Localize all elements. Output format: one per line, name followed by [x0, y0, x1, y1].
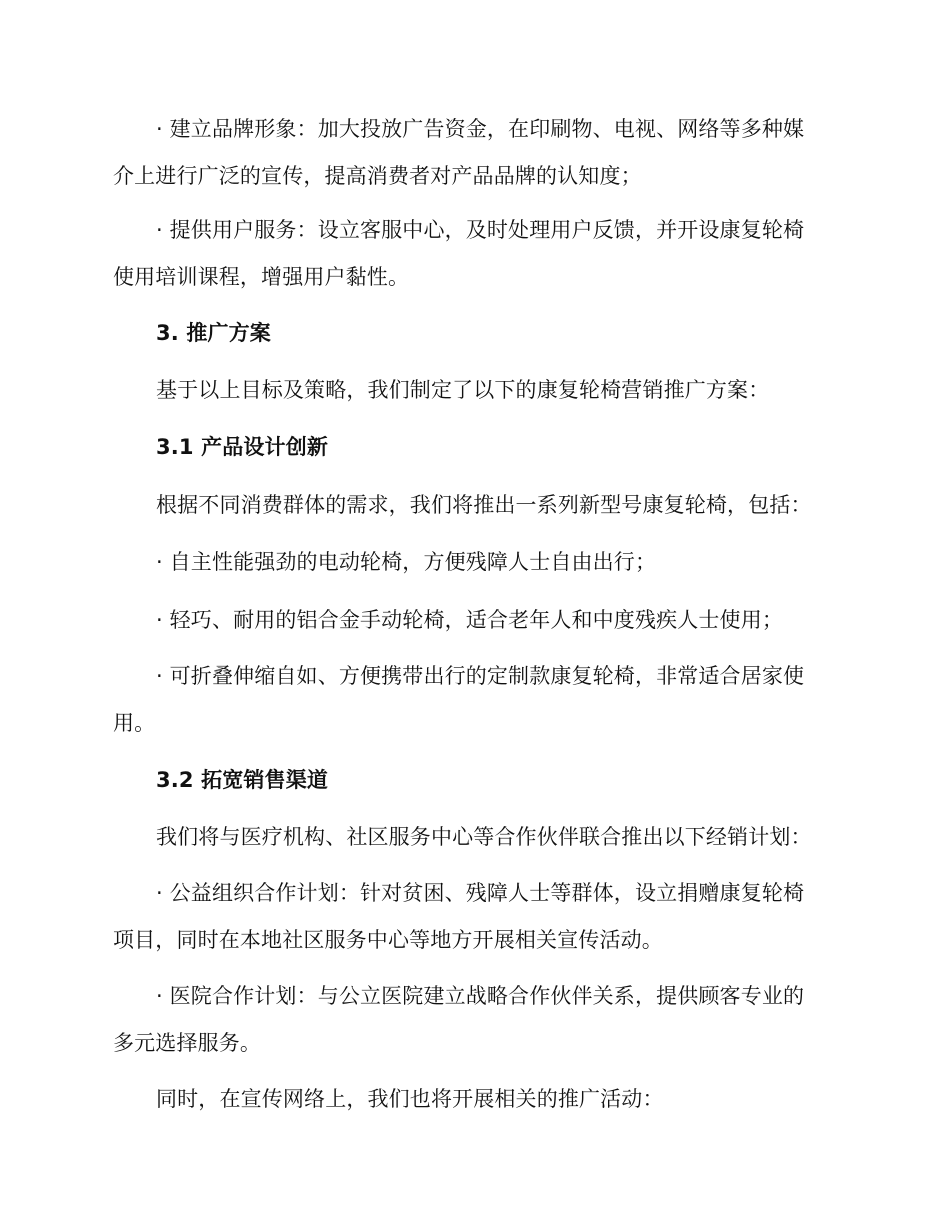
heading-promotion-plan: 3. 推广方案: [156, 321, 271, 345]
paragraph-plan-intro: 基于以上目标及策略，我们制定了以下的康复轮椅营销推广方案：: [156, 378, 770, 402]
bullet-charity-cooperation: · 公益组织合作计划：针对贫困、残障人士等群体，设立捐赠康复轮椅项目，同时在本地社区服务中心等地方开展相关宣传活动。: [113, 881, 805, 952]
bullet-user-service: · 提供用户服务：设立客服中心，及时处理用户反馈，并开设康复轮椅使用培训课程，增强用户黏性。: [113, 218, 805, 289]
bullet-folding-wheelchair: · 可折叠伸缩自如、方便携带出行的定制款康复轮椅，非常适合居家使用。: [113, 664, 805, 735]
bullet-electric-wheelchair: · 自主性能强劲的电动轮椅，方便残障人士自由出行；: [156, 550, 657, 574]
paragraph-online-promotion: 同时，在宣传网络上，我们也将开展相关的推广活动：: [156, 1087, 664, 1111]
paragraph-product-intro: 根据不同消费群体的需求，我们将推出一系列新型号康复轮椅，包括：: [156, 493, 812, 517]
bullet-aluminum-wheelchair: · 轻巧、耐用的铝合金手动轮椅，适合老年人和中度残疾人士使用；: [156, 608, 783, 632]
bullet-brand-image: · 建立品牌形象：加大投放广告资金，在印刷物、电视、网络等多种媒介上进行广泛的宣传，提高消费者对产品品牌的认知度；: [113, 117, 805, 188]
heading-sales-channels: 3.2 拓宽销售渠道: [156, 768, 329, 792]
paragraph-channels-intro: 我们将与医疗机构、社区服务中心等合作伙伴联合推出以下经销计划：: [156, 825, 812, 849]
heading-product-design: 3.1 产品设计创新: [156, 435, 329, 459]
bullet-hospital-cooperation: · 医院合作计划：与公立医院建立战略合作伙伴关系，提供顾客专业的多元选择服务。: [113, 984, 805, 1055]
